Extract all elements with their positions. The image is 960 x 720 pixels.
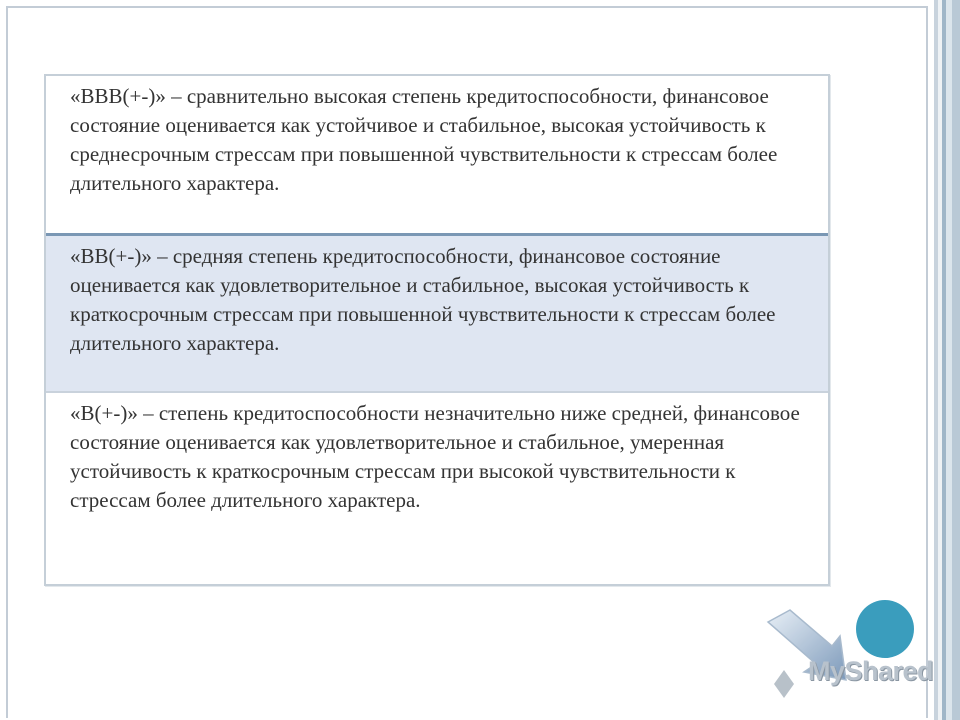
table-row [46, 76, 828, 236]
watermark-label: MyShared [808, 656, 934, 686]
rating-table [44, 74, 830, 586]
rating-description-bb: «ВВ(+-)» – средняя степень кредитоспособности, финансовое состояние оценивается как удовлетворительное и стабильное, высокая устойчивость к краткосрочным стрессам при повышенной чувствительности к стрессам более длительного характера. [70, 244, 776, 355]
table-row [46, 393, 828, 584]
rating-description-bbb: «ВВВ(+-)» – сравнительно высокая степень кредитоспособности, финансовое состояние оценивается как устойчивое и стабильное, высокая устойчивость к среднесрочным стрессам при повышенной чувствительности к стрессам более длительного характера. [70, 84, 778, 195]
table-row [46, 236, 828, 393]
rating-description-b: «В(+-)» – степень кредитоспособности незначительно ниже средней, финансовое состояние оценивается как удовлетворительное и стабильное, умеренная устойчивость к краткосрочным стрессам при высокой чувствительности к стрессам более длительного характера. [70, 401, 800, 512]
decorative-side-stripes [930, 0, 960, 720]
